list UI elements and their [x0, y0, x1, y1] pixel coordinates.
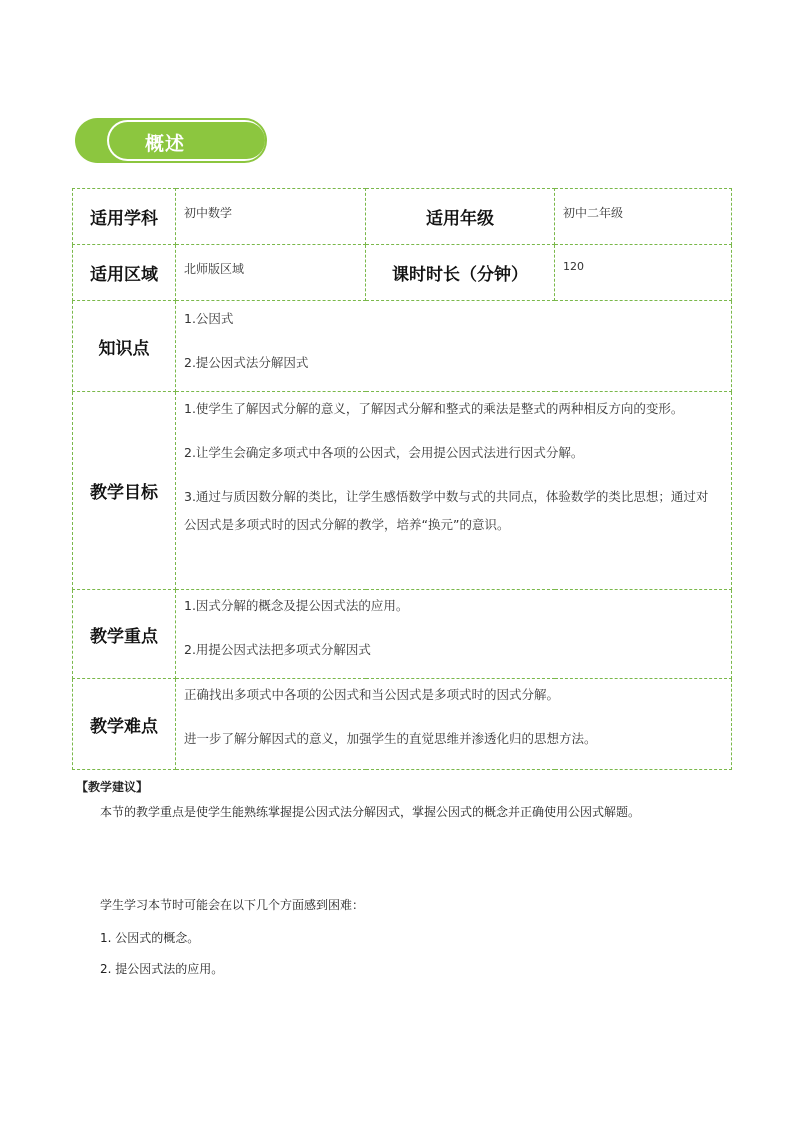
knowledge-label: 知识点: [73, 301, 176, 392]
objective-item: 3.通过与质因数分解的类比，让学生感悟数学中数与式的共同点，体验数学的类比思想；通过对公因式是多项式时的因式分解的教学，培养“换元”的意识。: [184, 489, 709, 532]
subject-label: 适用学科: [73, 189, 176, 245]
advice-list-item: 1. 公因式的概念。: [100, 931, 200, 945]
keypoints-label: 教学重点: [73, 590, 176, 679]
table-row: [73, 301, 732, 392]
grade-label: 适用年级: [366, 189, 555, 245]
objective-item: 2.让学生会确定多项式中各项的公因式，会用提公因式法进行因式分解。: [184, 445, 584, 460]
table-row: [73, 679, 732, 770]
objectives-label: 教学目标: [73, 392, 176, 590]
knowledge-item: 1.公因式: [184, 311, 234, 326]
section-title: 概述: [145, 133, 186, 155]
keypoint-item: 1.因式分解的概念及提公因式法的应用。: [184, 598, 409, 613]
keypoints-cell: [176, 590, 732, 679]
advice-paragraph: 本节的教学重点是使学生能熟练掌握提公因式法分解因式，掌握公因式的概念并正确使用公因式解题。: [100, 805, 641, 819]
table-row: [73, 245, 732, 301]
grade-value-text: 初中二年级: [563, 206, 624, 220]
difficulties-label: 教学难点: [73, 679, 176, 770]
region-value: [176, 245, 366, 301]
knowledge-item: 2.提公因式法分解因式: [184, 355, 309, 370]
difficulty-item: 进一步了解分解因式的意义，加强学生的直觉思维并渗透化归的思想方法。: [184, 731, 597, 746]
table-row: [73, 392, 732, 590]
subject-value: [176, 189, 366, 245]
duration-label: 课时时长（分钟）: [366, 245, 555, 301]
advice-intro: 学生学习本节时可能会在以下几个方面感到困难：: [100, 898, 365, 912]
advice-list-item: 2. 提公因式法的应用。: [100, 962, 224, 976]
region-label: 适用区域: [73, 245, 176, 301]
keypoint-item: 2.用提公因式法把多项式分解因式: [184, 642, 371, 657]
duration-value: [555, 245, 732, 301]
duration-value-text: 120: [563, 260, 584, 273]
course-info-table: [72, 188, 732, 770]
grade-value: [555, 189, 732, 245]
difficulty-item: 正确找出多项式中各项的公因式和当公因式是多项式时的因式分解。: [184, 687, 560, 702]
advice-heading: 【教学建议】: [76, 780, 149, 794]
knowledge-cell: [176, 301, 732, 392]
table-row: [73, 590, 732, 679]
objective-item: 1.使学生了解因式分解的意义，了解因式分解和整式的乘法是整式的两种相反方向的变形。: [184, 401, 684, 416]
section-header-pill-fill: [109, 122, 265, 159]
subject-value-text: 初中数学: [184, 206, 233, 220]
table-row: [73, 189, 732, 245]
difficulties-cell: [176, 679, 732, 770]
objectives-cell: [176, 392, 732, 590]
region-value-text: 北师版区域: [184, 262, 245, 276]
